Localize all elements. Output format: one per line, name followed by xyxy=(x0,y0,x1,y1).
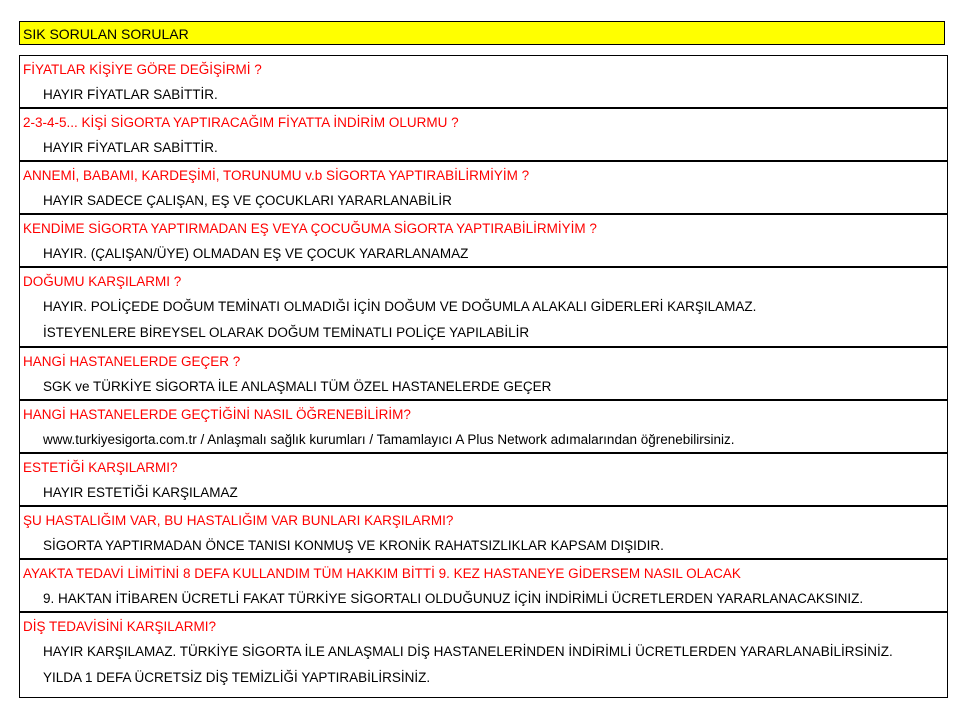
faq-answer: HAYIR FİYATLAR SABİTTİR. xyxy=(43,87,218,102)
faq-answer: HAYIR. POLİÇEDE DOĞUM TEMİNATI OLMADIĞI İÇİN DOĞUM VE DOĞUMLA ALAKALI GİDERLERİ KARŞILAMAZ. xyxy=(43,299,757,314)
faq-question: FİYATLAR KİŞİYE GÖRE DEĞİŞİRMİ ? xyxy=(23,62,262,77)
faq-answer: HAYIR KARŞILAMAZ. TÜRKİYE SİGORTA İLE ANLAŞMALI DİŞ HASTANELERİNDEN İNDİRİMLİ ÜCRETLERDEN YARARLANABİLİRSİNİZ. xyxy=(43,644,893,659)
faq-item xyxy=(20,348,947,401)
faq-question: 2-3-4-5... KİŞİ SİGORTA YAPTIRACAĞIM FİYATTA İNDİRİM OLURMU ? xyxy=(23,115,459,130)
faq-answer: İSTEYENLERE BİREYSEL OLARAK DOĞUM TEMİNATLI POLİÇE YAPILABİLİR xyxy=(43,325,530,340)
faq-header: SIK SORULAN SORULAR xyxy=(19,21,945,45)
faq-item xyxy=(20,401,947,454)
faq-item xyxy=(20,560,947,613)
faq-item xyxy=(20,613,947,693)
faq-answer: HAYIR FİYATLAR SABİTTİR. xyxy=(43,140,218,155)
faq-item xyxy=(20,454,947,507)
faq-answer: 9. HAKTAN İTİBAREN ÜCRETLİ FAKAT TÜRKİYE SİGORTALI OLDUĞUNUZ İÇİN İNDİRİMLİ ÜCRETLERDEN YARARLANACAKSINIZ. xyxy=(43,591,864,606)
faq-answer: www.turkiyesigorta.com.tr / Anlaşmalı sağlık kurumları / Tamamlayıcı A Plus Network adımalarından öğrenebilirsiniz. xyxy=(43,432,735,447)
faq-question: AYAKTA TEDAVİ LİMİTİNİ 8 DEFA KULLANDIM TÜM HAKKIM BİTTİ 9. KEZ HASTANEYE GİDERSEM NASIL OLACAK xyxy=(23,566,741,581)
faq-question: HANGİ HASTANELERDE GEÇTİĞİNİ NASIL ÖĞRENEBİLİRİM? xyxy=(23,407,411,422)
faq-answer: HAYIR SADECE ÇALIŞAN, EŞ VE ÇOCUKLARI YARARLANABİLİR xyxy=(43,193,452,208)
faq-question: ŞU HASTALIĞIM VAR, BU HASTALIĞIM VAR BUNLARI KARŞILARMI? xyxy=(23,513,454,528)
faq-item xyxy=(20,109,947,162)
faq-item xyxy=(20,507,947,560)
faq-item xyxy=(20,56,947,109)
faq-question: HANGİ HASTANELERDE GEÇER ? xyxy=(23,354,241,369)
faq-question: ANNEMİ, BABAMI, KARDEŞİMİ, TORUNUMU v.b SİGORTA YAPTIRABİLİRMİYİM ? xyxy=(23,168,530,183)
faq-question: KENDİME SİGORTA YAPTIRMADAN EŞ VEYA ÇOCUĞUMA SİGORTA YAPTIRABİLİRMİYİM ? xyxy=(23,221,597,236)
faq-answer: YILDA 1 DEFA ÜCRETSİZ DİŞ TEMİZLİĞİ YAPTIRABİLİRSİNİZ. xyxy=(43,670,431,685)
faq-item xyxy=(20,215,947,268)
faq-question: DİŞ TEDAVİSİNİ KARŞILARMI? xyxy=(23,619,217,634)
faq-answer: SGK ve TÜRKİYE SİGORTA İLE ANLAŞMALI TÜM ÖZEL HASTANELERDE GEÇER xyxy=(43,379,552,394)
faq-question: DOĞUMU KARŞILARMI ? xyxy=(23,274,182,289)
faq-answer: HAYIR ESTETİĞİ KARŞILAMAZ xyxy=(43,485,238,500)
faq-answer: SİGORTA YAPTIRMADAN ÖNCE TANISI KONMUŞ VE KRONİK RAHATSIZLIKLAR KAPSAM DIŞIDIR. xyxy=(43,538,664,553)
faq-answer: HAYIR. (ÇALIŞAN/ÜYE) OLMADAN EŞ VE ÇOCUK YARARLANAMAZ xyxy=(43,246,469,261)
faq-table xyxy=(19,55,948,698)
faq-question: ESTETİĞİ KARŞILARMI? xyxy=(23,460,178,475)
faq-item xyxy=(20,268,947,348)
faq-item xyxy=(20,162,947,215)
